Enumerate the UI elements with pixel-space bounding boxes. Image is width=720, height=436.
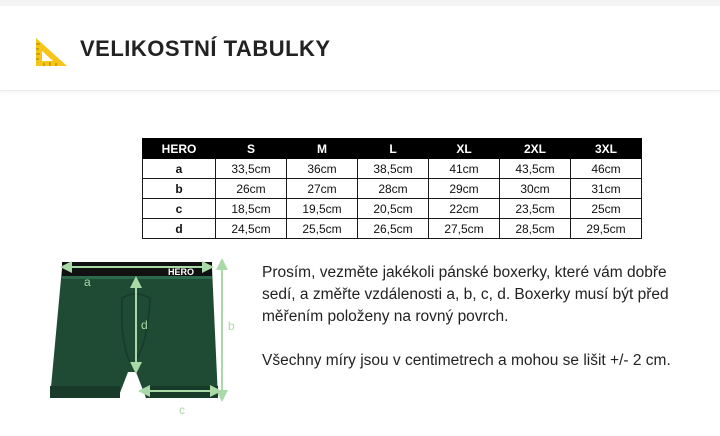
instructions xyxy=(262,262,692,394)
table-row xyxy=(143,159,642,179)
column-header-2xl: 2XL xyxy=(500,139,571,159)
table-cell: 46cm xyxy=(571,159,642,179)
instructions-paragraph-1: Prosím, vezměte jakékoli pánské boxerky, které vám dobře sedí, a změřte vzdálenosti a, b, c, d. Boxerky musí být před měřením položeny na rovný povrch. xyxy=(262,264,669,325)
table-cell: 29cm xyxy=(429,179,500,199)
column-header-hero: HERO xyxy=(143,139,216,159)
column-header-xl: XL xyxy=(429,139,500,159)
row-label: b xyxy=(143,179,216,199)
column-header-l: L xyxy=(358,139,429,159)
measure-a-label: a xyxy=(84,275,91,289)
table-row xyxy=(143,199,642,219)
waistband-logo: HERO xyxy=(168,267,195,277)
table-cell: 20,5cm xyxy=(358,199,429,219)
table-cell: 31cm xyxy=(571,179,642,199)
table-cell: 33,5cm xyxy=(216,159,287,179)
column-header-m: M xyxy=(287,139,358,159)
size-table-header-row xyxy=(143,139,642,159)
table-cell: 38,5cm xyxy=(358,159,429,179)
ruler-triangle-icon xyxy=(34,34,70,68)
row-label: d xyxy=(143,219,216,239)
column-header-3xl: 3XL xyxy=(571,139,642,159)
table-cell: 41cm xyxy=(429,159,500,179)
table-cell: 25,5cm xyxy=(287,219,358,239)
table-cell: 28cm xyxy=(358,179,429,199)
hem-band-left xyxy=(50,386,120,398)
table-cell: 27cm xyxy=(287,179,358,199)
page-header xyxy=(0,6,720,91)
table-cell: 24,5cm xyxy=(216,219,287,239)
table-cell: 22cm xyxy=(429,199,500,219)
row-label: c xyxy=(143,199,216,219)
row-label: a xyxy=(143,159,216,179)
measure-c-label: c xyxy=(179,403,185,417)
boxer-briefs-illustration xyxy=(44,254,244,424)
table-cell: 19,5cm xyxy=(287,199,358,219)
table-cell: 26cm xyxy=(216,179,287,199)
page-title: VELIKOSTNÍ TABULKY xyxy=(80,36,331,61)
size-table xyxy=(142,138,642,239)
table-cell: 27,5cm xyxy=(429,219,500,239)
measure-b-label: b xyxy=(228,319,235,333)
instructions-paragraph-2: Všechny míry jsou v centimetrech a mohou se lišit +/- 2 cm. xyxy=(262,352,671,369)
table-cell: 25cm xyxy=(571,199,642,219)
table-cell: 29,5cm xyxy=(571,219,642,239)
table-cell: 23,5cm xyxy=(500,199,571,219)
table-row xyxy=(143,179,642,199)
boxer-fabric xyxy=(50,268,218,398)
table-cell: 28,5cm xyxy=(500,219,571,239)
table-cell: 26,5cm xyxy=(358,219,429,239)
table-cell: 18,5cm xyxy=(216,199,287,219)
table-cell: 43,5cm xyxy=(500,159,571,179)
column-header-s: S xyxy=(216,139,287,159)
table-row xyxy=(143,219,642,239)
table-cell: 36cm xyxy=(287,159,358,179)
measure-d-label: d xyxy=(141,318,148,332)
table-cell: 30cm xyxy=(500,179,571,199)
